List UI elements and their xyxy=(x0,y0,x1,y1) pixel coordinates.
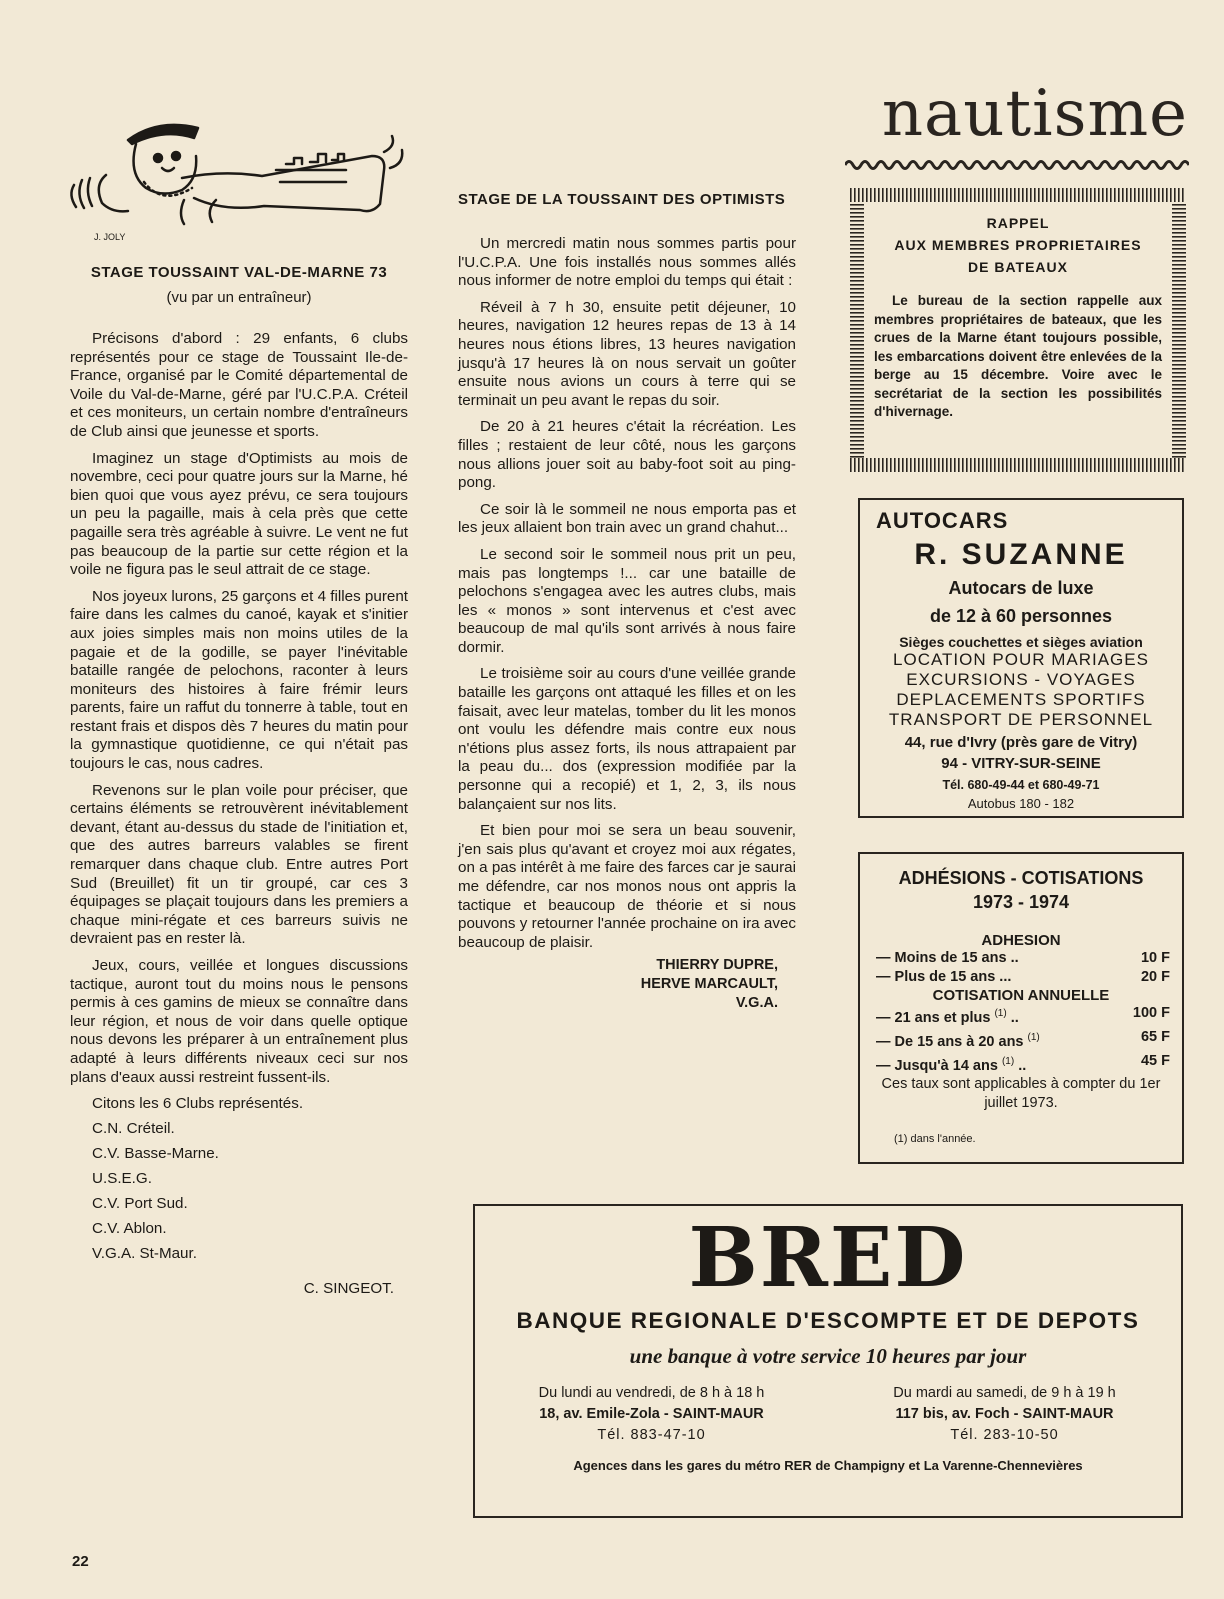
rate-label: — De 15 ans à 20 ans $^{(1)}$ xyxy=(876,1031,1040,1050)
article1-paragraph: Citons les 6 Clubs représentés. xyxy=(92,1095,304,1113)
sailor-cartoon-illustration xyxy=(66,100,406,250)
article2-title: STAGE DE LA TOUSSAINT DES OPTIMISTS xyxy=(458,191,786,208)
adhesions-cotisations-box xyxy=(858,852,1184,1164)
article1-paragraph: Imaginez un stage d'Optimists au mois de novembre, ceci pour quatre jours sur la Marne, hé bien quoi que vous ayez prévu, ce sera toujours un peu la pagaille, mais à cela près que cette pagaille sera très agréable à suivre. Le vent ne fut pas beaucoup de la partie sur cette région et la voile ne figura pas le seul attrait de ce stage. xyxy=(70,449,408,579)
rate-row xyxy=(860,968,1182,987)
article1-paragraph: Nos joyeux lurons, 25 garçons et 4 filles purent faire dans les calmes du canoé, kayak et s'initier aux joies simples mais non moins utiles de la pagaie et de la godille, se payer l'inévitable bataille rangée de pelochons, raconter à leurs moniteurs des histoires à faire frémir leurs parents, faire un raffut du tonnerre à table, tout en restant frais et dispos dès 7 heures du matin pour la gymnastique quotidienne, ce qui n'était pas toujours le cas, nous cadres. xyxy=(70,587,408,773)
club-list xyxy=(92,1116,408,1266)
autocars-address: 44, rue d'Ivry (près gare de Vitry) xyxy=(904,734,1138,751)
article1-subtitle: (vu par un entraîneur) xyxy=(166,289,312,306)
bred-agencies-footer: Agences dans les gares du métro RER de Champigny et La Varenne-Chennevières xyxy=(573,1458,1083,1473)
autocars-service: EXCURSIONS - VOYAGES xyxy=(906,670,1136,689)
rate-label: — Moins de 15 ans .. xyxy=(876,950,1019,966)
rate-row xyxy=(860,1052,1182,1076)
page-number: 22 xyxy=(72,1553,89,1570)
branch-hours: Du lundi au vendredi, de 8 h à 18 h xyxy=(538,1385,765,1401)
branch-address: 117 bis, av. Foch - SAINT-MAUR xyxy=(895,1406,1114,1422)
autocars-heading: AUTOCARS xyxy=(876,508,1009,533)
bred-full-name: BANQUE REGIONALE D'ESCOMPTE ET DE DEPOTS xyxy=(516,1308,1140,1333)
club-item: C.N. Créteil. xyxy=(92,1119,175,1137)
adhesions-years: 1973 - 1974 xyxy=(972,892,1070,912)
autocars-service: TRANSPORT DE PERSONNEL xyxy=(888,710,1154,729)
bred-logo: BRED xyxy=(688,1210,968,1306)
rate-row xyxy=(860,1028,1182,1052)
article1-paragraph: Précisons d'abord : 29 enfants, 6 clubs représentés pour ce stage de Toussaint Ile-de-France, organisé par le Comité départemental de Voile du Val-de-Marne, géré par l'U.C.P.A. Créteil et ces moniteurs, un certain nombre d'entraîneurs de Club ainsi que jeunesse et sports. xyxy=(70,330,408,440)
article2-author: HERVE MARCAULT, xyxy=(640,976,778,993)
rappel-body: Le bureau de la section rappelle aux membres propriétaires de bateaux, que les crues de la Marne étant toujours possible, les embarcations doivent être enlevées de la berge au 15 décembre. Voire avec le secrétariat de la section les possibilités d'hivernage. xyxy=(874,293,1162,419)
rate-value: 45 F xyxy=(1140,1052,1170,1069)
wave-divider xyxy=(845,158,1189,172)
bred-branches xyxy=(475,1383,1181,1446)
article-stage-toussaint-val-de-marne xyxy=(70,264,408,1297)
club-item: C.V. Port Sud. xyxy=(92,1194,188,1212)
article2-author: V.G.A. xyxy=(735,995,778,1012)
article1-title: STAGE TOUSSAINT VAL-DE-MARNE 73 xyxy=(90,264,388,281)
cotisation-heading: COTISATION ANNUELLE xyxy=(932,987,1110,1004)
branch-phone: Tél. 283-10-50 xyxy=(950,1427,1059,1443)
rate-label: — Plus de 15 ans ... xyxy=(876,969,1012,985)
article2-paragraph: Réveil à 7 h 30, ensuite petit déjeuner, 10 heures, navigation 12 heures repas de 13 à 14 heures nous étions libres, 13 heures navigation jusqu'à 17 heures là on nous servait un goûter ensuite nous avions un cours à terre qui se terminait un peu avant le repas du soir. xyxy=(458,298,796,409)
article2-author: THIERRY DUPRE, xyxy=(656,957,778,974)
autocars-capacity: de 12 à 60 personnes xyxy=(929,606,1113,626)
rate-value: 20 F xyxy=(1140,969,1170,985)
bred-branch xyxy=(828,1383,1181,1446)
article2-paragraph: Le troisième soir au cours d'une veillée grande bataille les garçons ont attaqué les filles et on les faisait, avec leur matelas, tomber du lit les monos ont voulu les défendre mais contre eux nous n'étions plus assez forts, ils nous attrapaient par la peau du... dos (expression modifiée par la personne qui a recopié) et 1, 2, 3, ils nous balançaient sur nos lits. xyxy=(458,665,796,813)
rate-value: 65 F xyxy=(1140,1028,1170,1045)
rate-row xyxy=(860,949,1182,968)
branch-phone: Tél. 883-47-10 xyxy=(597,1427,706,1443)
club-item: V.G.A. St-Maur. xyxy=(92,1244,197,1262)
article-stage-toussaint-optimists xyxy=(458,188,796,1013)
rappel-title: DE BATEAUX xyxy=(968,259,1068,275)
article2-paragraph: Un mercredi matin nous sommes partis pour l'U.C.P.A. Une fois installés nous sommes allés nous informer de notre emploi du temps qui était : xyxy=(458,235,796,290)
autocars-bus: Autobus 180 - 182 xyxy=(967,796,1075,811)
rate-row xyxy=(860,1004,1182,1028)
autocars-service: DEPLACEMENTS SPORTIFS xyxy=(896,690,1146,709)
rates-note: Ces taux sont applicables à compter du 1er juillet 1973. xyxy=(881,1076,1161,1112)
bred-advertisement xyxy=(473,1204,1183,1518)
article2-authors xyxy=(458,956,796,1013)
article2-paragraph: Ce soir là le sommeil ne nous emporta pas et les jeux allaient bon train avec un grand chahut... xyxy=(458,500,796,537)
bred-branch xyxy=(475,1383,828,1446)
club-item: U.S.E.G. xyxy=(92,1169,152,1187)
bred-slogan: une banque à votre service 10 heures par jour xyxy=(629,1344,1027,1368)
section-title: nautisme xyxy=(881,77,1188,151)
autocars-tagline: Autocars de luxe xyxy=(948,578,1094,598)
rappel-title: RAPPEL xyxy=(986,215,1050,231)
article1-paragraph: Jeux, cours, veillée et longues discussions tactique, auront tout du moins nous le pensons permis à ces gamins de mieux se connaître dans leur région, et nous de voir dans quelle optique nous devons les préparer à un entraînement plus adapté à leurs différents niveaux ceci sur nos plans d'eaux aussi restreint fussent-ils. xyxy=(70,957,408,1086)
club-item: C.V. Ablon. xyxy=(92,1219,167,1237)
rate-value: 10 F xyxy=(1140,950,1170,966)
article2-paragraph: De 20 à 21 heures c'était la récréation. Les filles ; restaient de leur côté, nous les garçons nous allions jouer soit au baby-foot soit au ping-pong. xyxy=(458,418,796,492)
autocars-company-name: R. SUZANNE xyxy=(914,538,1128,571)
adhesion-heading: ADHESION xyxy=(981,932,1061,949)
autocars-seats: Sièges couchettes et sièges aviation xyxy=(899,634,1143,650)
article1-author: C. SINGEOT. xyxy=(303,1279,394,1297)
illustration-signature: J. JOLY xyxy=(94,232,126,242)
article2-paragraph: Le second soir le sommeil nous prit un peu, mais pas longtemps !... car une bataille de pelochons s'engagea avec les autres clubs, mais les « monos » sont intervenus et c'est avec beaucoup de mal qu'ils sont arrivés à nous faire dormir. xyxy=(458,545,796,656)
rappel-title: AUX MEMBRES PROPRIETAIRES xyxy=(894,237,1142,253)
rate-label: — Jusqu'à 14 ans $^{(1)}$ .. xyxy=(876,1055,1027,1074)
rate-value: 100 F xyxy=(1132,1005,1170,1021)
adhesions-title: ADHÉSIONS - COTISATIONS xyxy=(898,868,1144,888)
rappel-notice-box xyxy=(850,188,1186,472)
branch-hours: Du mardi au samedi, de 9 h à 19 h xyxy=(893,1385,1116,1401)
article2-paragraph: Et bien pour moi se sera un beau souvenir, j'en sais plus qu'avant et croyez moi aux régates, on a pas intérêt à me faire des farces car je saurai me défendre, car nos monos nous ont appris la tactique et beaucoup de théorie et si nous pouvons y retourner l'année prochaine on ira avec beaucoup de plaisir. xyxy=(458,822,796,951)
autocars-advertisement xyxy=(858,498,1184,818)
autocars-phones: Tél. 680-49-44 et 680-49-71 xyxy=(942,778,1100,792)
rate-label: — 21 ans et plus $^{(1)}$ .. xyxy=(876,1008,1019,1026)
rates-footnote: (1) dans l'année. xyxy=(894,1133,976,1146)
autocars-city: 94 - VITRY-SUR-SEINE xyxy=(941,755,1101,772)
autocars-service: LOCATION POUR MARIAGES xyxy=(893,650,1149,669)
club-item: C.V. Basse-Marne. xyxy=(92,1144,219,1162)
article1-paragraph: Revenons sur le plan voile pour préciser, que certains éléments se retrouvèrent inévitablement devant, étant au-dessus du stade de l'initiation et, que des autres barreurs valables se firent remarquer dans chaque club. Entre autres Port Sud (Breuillet) fit un tir groupé, car ces 3 équipages se plaçait toujours dans les premiers a chaque mini-régate et ces barreurs suivis ne devraient pas en rester là. xyxy=(70,781,408,948)
branch-address: 18, av. Emile-Zola - SAINT-MAUR xyxy=(539,1406,764,1422)
